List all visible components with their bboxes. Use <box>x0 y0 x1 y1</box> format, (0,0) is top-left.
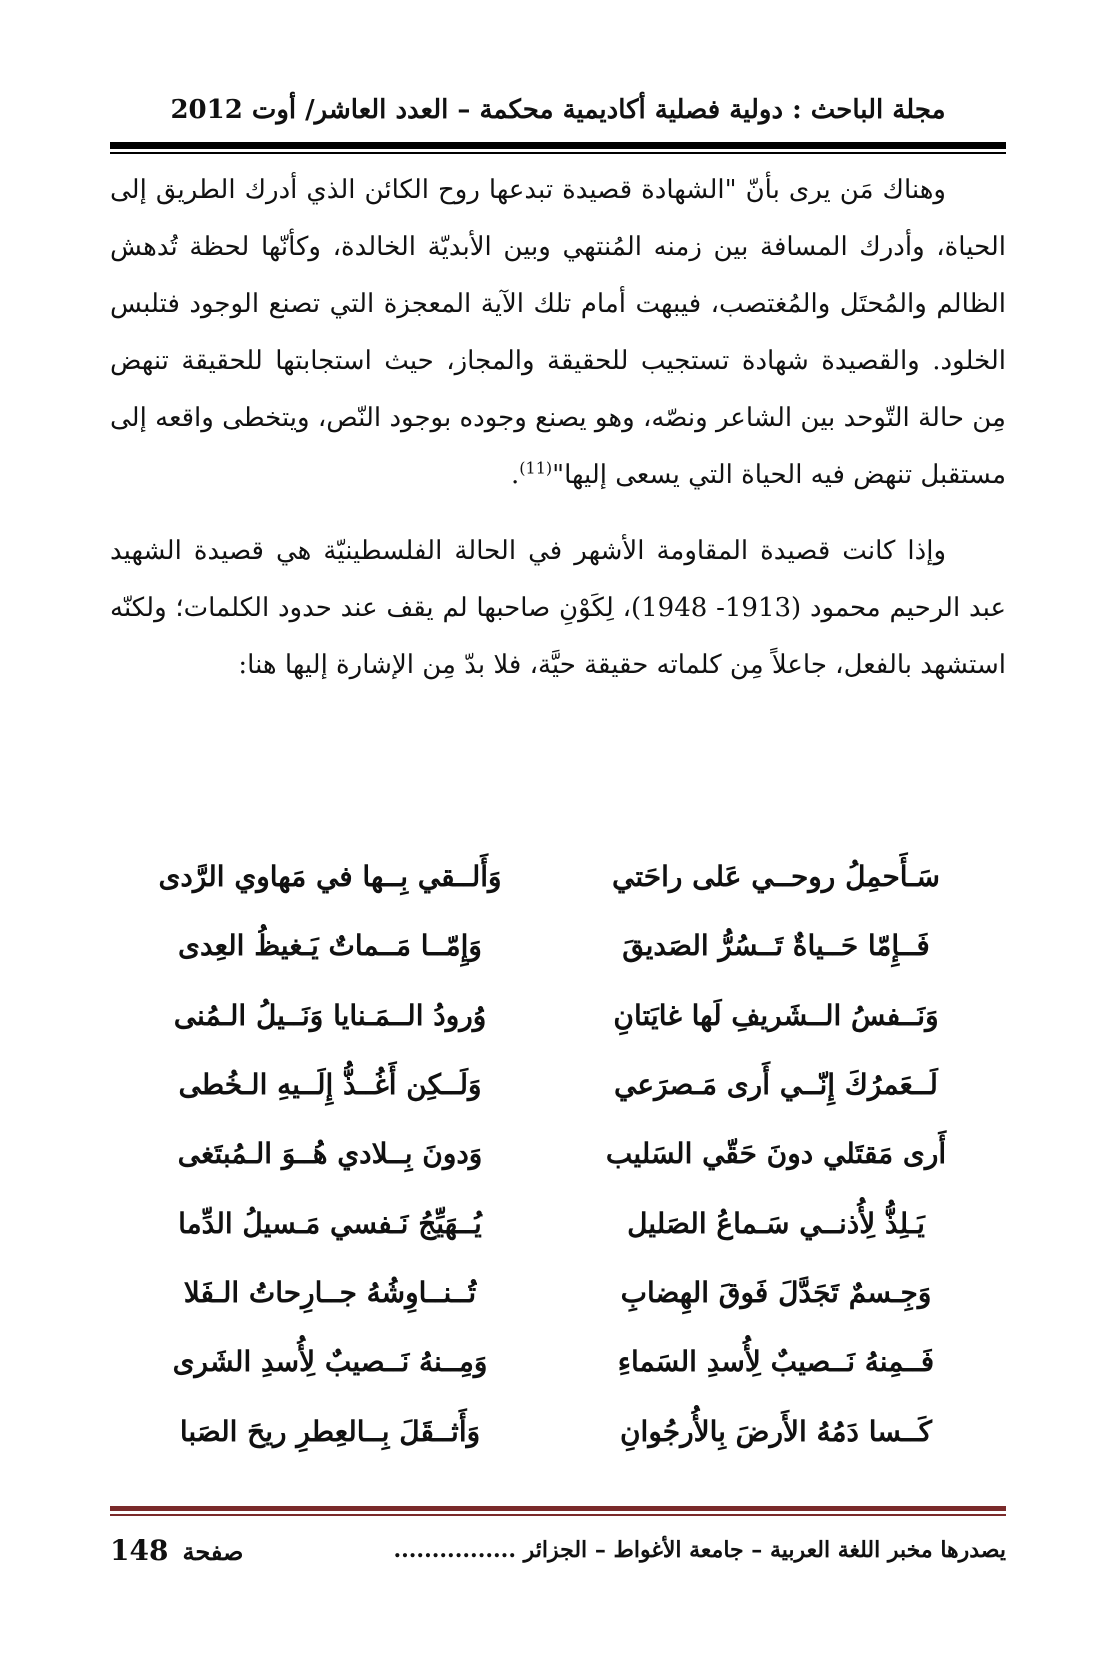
poem-verse <box>110 1258 1006 1327</box>
footer-divider-thin <box>110 1514 1006 1516</box>
verse-first-hemistich: أَرى مَقتَلي دونَ حَقّي السَليب <box>605 1137 947 1171</box>
poem-verse <box>110 911 1006 980</box>
verse-second-hemistich: يُــهَيِّجُ نَـفسي مَـسيلُ الدِّما <box>178 1206 482 1240</box>
paragraph <box>110 523 1006 694</box>
poem-verse <box>110 1396 1006 1465</box>
header-divider <box>110 142 1006 149</box>
verse-second-hemistich: وَأَلــقي بِــها في مَهاوي الرَّدى <box>158 860 502 894</box>
footnote-marker: (11) <box>519 458 553 478</box>
poem-verse <box>110 1188 1006 1257</box>
paragraph <box>110 162 1006 504</box>
verse-second-hemistich: وَلَــكِن أَغُــذُّ إِلَــيهِ الـخُطى <box>178 1068 482 1102</box>
paragraph-text: وإذا كانت قصيدة المقاومة الأشهر في الحالة الفلسطينيّة هي قصيدة الشهيد عبد الرحيم محمود (1913- 1948)، لِكَوْنِ صاحبها لم يقف عند حدود الكلمات؛ ولكنّه استشهد بالفعل، جاعلاً مِن كلماته حقيقة حيَّة، فلا بدّ مِن الإشارة إليها هنا: <box>110 536 1006 680</box>
verse-first-hemistich: فَــإِمّا حَــياةٌ تَــسُرُّ الصَديقَ <box>622 929 930 963</box>
header-divider-thin <box>110 152 1006 154</box>
publisher-line: يصدرها مخبر اللغة العربية – جامعة الأغواط – الجزائر ................ <box>393 1537 1006 1563</box>
poem-verse <box>110 1119 1006 1188</box>
poem-verse <box>110 842 1006 911</box>
verse-first-hemistich: يَـلِذُّ لِأُذنــي سَـماعُ الصَليل <box>627 1206 925 1240</box>
verse-first-hemistich: لَــعَمرُكَ إِنّــي أَرى مَـصرَعي <box>614 1068 938 1102</box>
paragraph-text: وهناك مَن يرى بأنّ "الشهادة قصيدة تبدعها روح الكائن الذي أدرك الطريق إلى الحياة، وأدرك المسافة بين زمنه المُنتهي وبين الأبديّة الخالدة، وكأنّها لحظة تُدهش الظالم والمُحتَل والمُغتصب، فيبهت أمام تلك الآية المعجزة التي تصنع الوجود فتلبس الخلود. والقصيدة شهادة تستجيب للحقيقة والمجاز، حيث استجابتها للحقيقة تنهض مِن حالة التّوحد بين الشاعر ونصّه، وهو يصنع وجوده بوجود النّص، ويتخطى واقعه إلى مستقبل تنهض فيه الحياة التي يسعى إليها" <box>110 175 1006 490</box>
verse-first-hemistich: كَــسا دَمُهُ الأَرضَ بِالأُرجُوانِ <box>619 1414 933 1448</box>
verse-second-hemistich: وَأَثــقَلَ بِــالعِطرِ ريحَ الصَبا <box>179 1414 481 1448</box>
poem-verse <box>110 1327 1006 1396</box>
verse-second-hemistich: تُــنــاوِشُهُ جــارِحاتُ الـفَلا <box>183 1275 477 1309</box>
verse-first-hemistich: فَــمِنهُ نَــصيبٌ لِأُسدِ السَماءِ <box>617 1345 935 1379</box>
paragraph-ending: . <box>511 460 520 490</box>
footer-divider <box>110 1506 1006 1511</box>
journal-title: مجلة الباحث : دولية فصلية أكاديمية محكمة – العدد العاشر/ أوت 2012 <box>170 95 946 125</box>
poem-verse <box>110 981 1006 1050</box>
poem <box>110 842 1006 1466</box>
verse-second-hemistich: وَمِــنهُ نَــصيبٌ لِأُسدِ الشَرى <box>172 1345 488 1379</box>
page-label: صفحة <box>182 1536 244 1566</box>
verse-second-hemistich: وَإِمّــا مَــماتٌ يَـغيظُ العِدى <box>178 929 482 963</box>
page-indicator <box>110 1534 243 1567</box>
poem-verse <box>110 1050 1006 1119</box>
verse-second-hemistich: وُرودُ الــمَـنايا وَنَــيلُ الـمُنى <box>173 998 487 1032</box>
verse-first-hemistich: وَجِـسمٌ تَجَدَّلَ فَوقَ الهِضابِ <box>620 1275 932 1309</box>
page-footer <box>110 1528 1006 1572</box>
verse-second-hemistich: وَدونَ بِــلادي هُــوَ الـمُبتَغى <box>177 1137 483 1171</box>
journal-header <box>110 88 1006 132</box>
page-number: 148 <box>110 1533 169 1567</box>
verse-first-hemistich: سَـأَحمِلُ روحــي عَلى راحَتي <box>612 860 940 894</box>
article-body <box>110 162 1006 694</box>
verse-first-hemistich: وَنَــفسُ الــشَريفِ لَها غايَتانِ <box>613 998 939 1032</box>
